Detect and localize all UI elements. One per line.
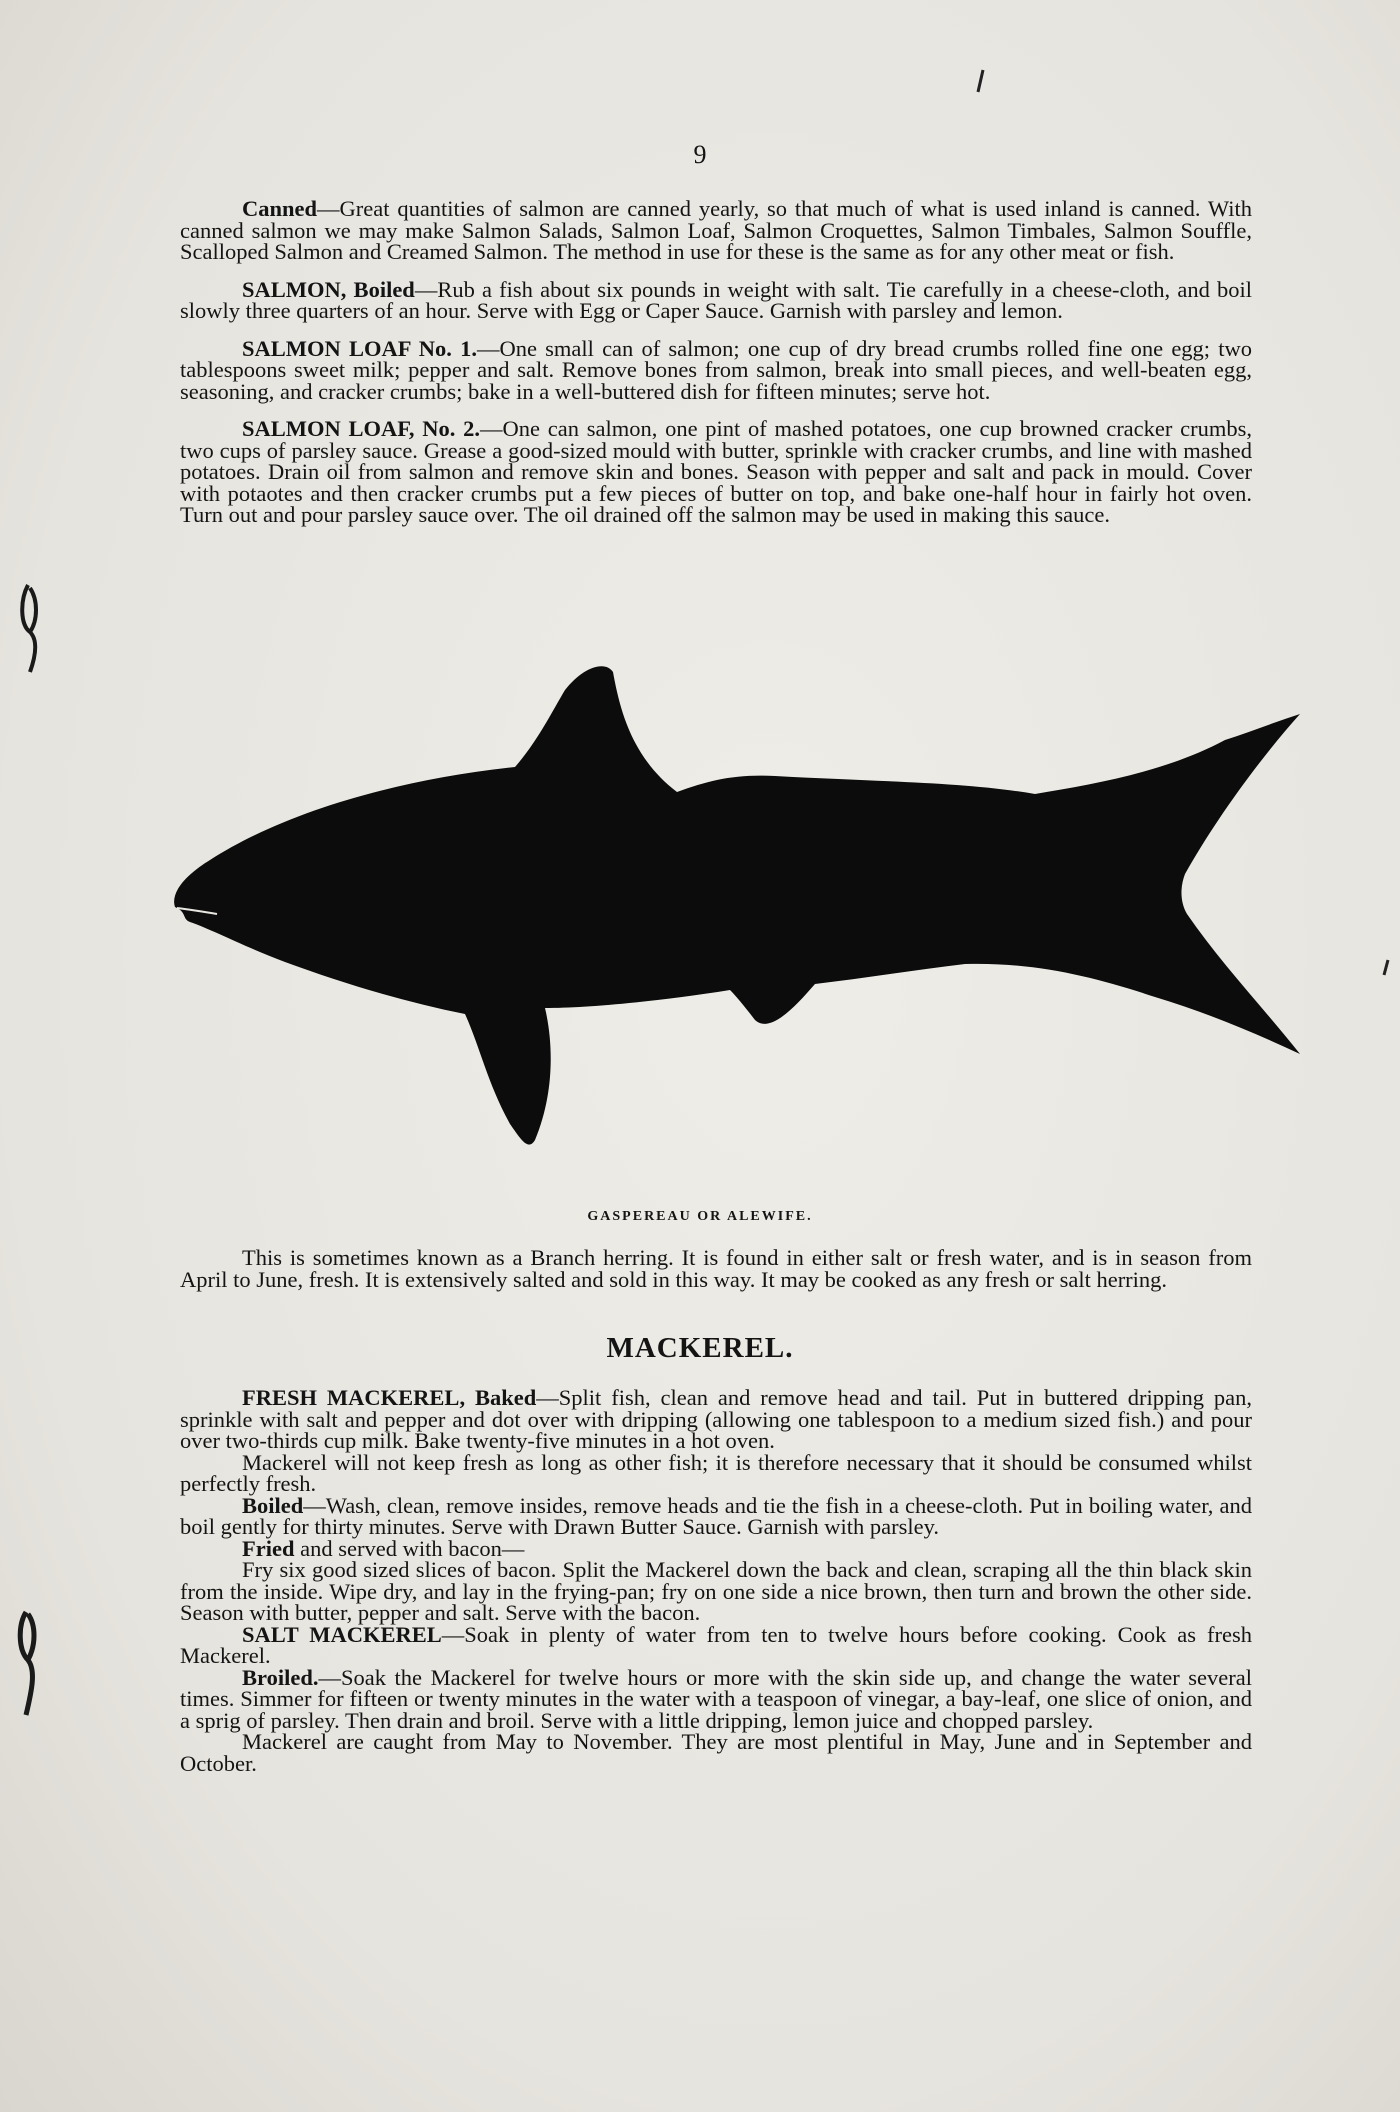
pencil-mark [978, 70, 983, 92]
paragraph-heading: SALMON LOAF, No. 2. [242, 416, 481, 441]
paragraph-heading: FRESH MACKEREL, Baked [242, 1385, 537, 1410]
paragraph-text: —Soak the Mackerel for twelve hours or more with the skin side up, and change the water several times. Simmer for fifteen or twenty minutes in the water with a teaspoon of vinegar, a bay-leaf, one slice of onion, and a sprig of parsley. Then drain and broil. Serve with a little dripping, lemon juice and chopped parsley. [180, 1664, 1252, 1733]
paragraph-text: and served with bacon— [294, 1535, 525, 1561]
paragraph-text: —One small can of salmon; one cup of dry bread crumbs rolled fine one egg; two tablespoons sweet milk; pepper and salt. Remove bones from salmon, break into small pieces, and well-beaten egg, seasoning, and cracker crumbs; bake in a well-buttered dish for fifteen minutes; serve hot. [180, 335, 1252, 404]
binding-clip-bottom [20, 1612, 34, 1715]
binding-clip-top [22, 585, 36, 672]
paragraph-heading: SALT MACKEREL [242, 1621, 442, 1647]
page-number: 9 [693, 140, 707, 169]
paragraph-text: —Wash, clean, remove insides, remove heads and tie the fish in a cheese-cloth. Put in boiling water, and boil gently for thirty minutes. Serve with Drawn Butter Sauce. Garnish with parsley. [180, 1492, 1252, 1539]
paragraph-text: Mackerel will not keep fresh as long as other fish; it is therefore necessary that it should be consumed whilst perfectly fresh. [180, 1449, 1252, 1496]
paragraph-heading: SALMON LOAF No. 1. [242, 335, 477, 361]
paragraph-text: Fry six good sized slices of bacon. Split the Mackerel down the back and clean, scraping all the thin black skin from the inside. Wipe dry, and lay in the frying-pan; fry on one side a nice brown, then turn and brown the other side. Season with butter, pepper and salt. Serve with the bacon. [180, 1557, 1252, 1625]
paragraph-heading: Broiled. [242, 1664, 319, 1690]
illustration-caption: GASPEREAU OR ALEWIFE. [587, 1209, 813, 1224]
paragraph-text: Mackerel are caught from May to November. They are most plentiful in May, June and in September and October. [180, 1729, 1252, 1776]
paragraph-text: —Great quantities of salmon are canned yearly, so that much of what is used inland is canned. With canned salmon we may make Salmon Salads, Salmon Loaf, Salmon Croquettes, Salmon Timbales, Salmon Souffle, Scalloped Salmon and Creamed Salmon. The method in use for these is the same as for any other meat or fish. [180, 196, 1252, 264]
paragraph-heading: SALMON, Boiled [242, 276, 415, 302]
paragraph-text: —One can salmon, one pint of mashed potatoes, one cup browned cracker crumbs, two cups of parsley sauce. Grease a good-sized mould with butter, sprinkle with cracker crumbs, and line with mashed potatoes. Drain oil from salmon and remove skin and bones. Season with pepper and salt and pack in mould. Cover with potaotes and then cracker crumbs put a few pieces of butter on top, and bake one-half hour in fairly hot oven. Turn out and pour parsley sauce over. The oil drained off the salmon may be used in making this sauce. [180, 416, 1252, 527]
paragraph-gaspereau: This is sometimes known as a Branch herring. It is found in either salt or fresh water, and is in season from April to June, fresh. It is extensively salted and sold in this way. It may be cooked as any fresh or salt herring. [180, 1245, 1252, 1292]
paragraph-text: —Soak in plenty of water from ten to twelve hours before cooking. Cook as fresh Mackerel. [180, 1621, 1252, 1668]
paragraph-heading: Canned [242, 196, 318, 221]
edge-mark [1384, 960, 1388, 975]
paragraph-heading: Fried [242, 1535, 295, 1561]
section-title: MACKEREL. [606, 1332, 794, 1364]
paragraph-text: —Rub a fish about six pounds in weight with salt. Tie carefully in a cheese-cloth, and boil slowly three quarters of an hour. Serve with Egg or Caper Sauce. Garnish with parsley and lemon. [180, 276, 1252, 323]
paragraph-heading: Boiled [242, 1492, 304, 1518]
paragraph-text: —Split fish, clean and remove head and tail. Put in buttered dripping pan, sprinkle with salt and pepper and dot over with dripping (allowing one tablespoon to a medium sized fish.) and pour over two-thirds cup milk. Bake twenty-five minutes in a hot oven. [180, 1385, 1252, 1453]
